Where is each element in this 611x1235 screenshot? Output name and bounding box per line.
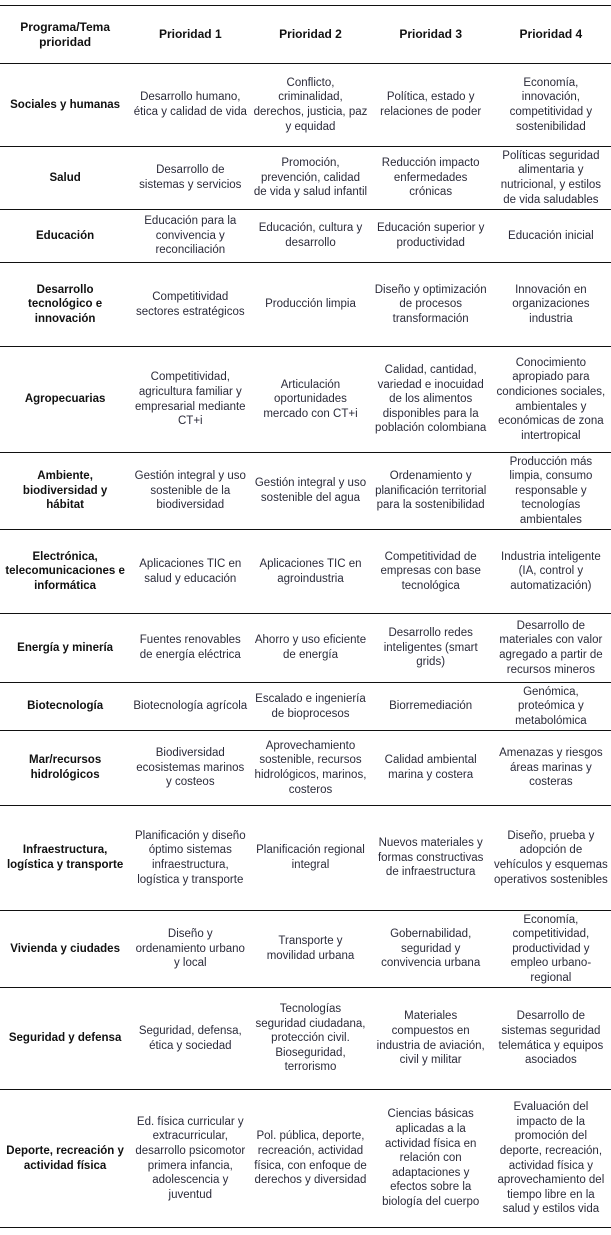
priority-1-cell: Diseño y ordenamiento urbano y local: [130, 911, 250, 988]
priority-1-cell: Desarrollo de sistemas y servicios: [130, 147, 250, 210]
priority-4-cell: Desarrollo de sistemas seguridad telemática y equipos asociados: [491, 988, 611, 1090]
priority-3-cell: Nuevos materiales y formas constructivas de infraestructura: [371, 806, 491, 911]
row-topic: Infraestructura, logística y transporte: [0, 806, 130, 911]
priority-3-cell: Diseño y optimización de procesos transformación: [371, 263, 491, 347]
header-priority-1: Prioridad 1: [130, 6, 250, 64]
priority-1-cell: Educación para la convivencia y reconciliación: [130, 210, 250, 263]
row-topic: Salud: [0, 147, 130, 210]
priority-4-cell: Economía, innovación, competitividad y sostenibilidad: [491, 64, 611, 147]
priority-4-cell: Economía, competitividad, productividad y empleo urbano-regional: [491, 911, 611, 988]
table-row: [0, 988, 611, 1090]
row-topic: Ambiente, biodiversidad y hábitat: [0, 453, 130, 530]
table-row: [0, 731, 611, 806]
priority-1-cell: Competitividad sectores estratégicos: [130, 263, 250, 347]
table-row: [0, 806, 611, 911]
priority-1-cell: Desarrollo humano, ética y calidad de vida: [130, 64, 250, 147]
row-topic: Vivienda y ciudades: [0, 911, 130, 988]
priority-4-cell: Amenazas y riesgos áreas marinas y costeras: [491, 731, 611, 806]
table-row: [0, 453, 611, 530]
row-topic: Energía y minería: [0, 614, 130, 683]
priority-4-cell: Genómica, proteómica y metabolómica: [491, 683, 611, 731]
row-topic: Sociales y humanas: [0, 64, 130, 147]
table-row: [0, 210, 611, 263]
header-priority-3: Prioridad 3: [371, 6, 491, 64]
priority-4-cell: Diseño, prueba y adopción de vehículos y esquemas operativos sostenibles: [491, 806, 611, 911]
table-row: [0, 347, 611, 453]
priority-3-cell: Materiales compuestos en industria de aviación, civil y militar: [371, 988, 491, 1090]
priority-3-cell: Reducción impacto enfermedades crónicas: [371, 147, 491, 210]
table-row: [0, 263, 611, 347]
priority-2-cell: Aplicaciones TIC en agroindustria: [250, 530, 370, 614]
priority-3-cell: Gobernabilidad, seguridad y convivencia urbana: [371, 911, 491, 988]
priority-4-cell: Conocimiento apropiado para condiciones sociales, ambientales y económicas de zona intertropical: [491, 347, 611, 453]
priority-1-cell: Aplicaciones TIC en salud y educación: [130, 530, 250, 614]
row-topic: Desarrollo tecnológico e innovación: [0, 263, 130, 347]
priority-1-cell: Competitividad, agricultura familiar y empresarial mediante CT+i: [130, 347, 250, 453]
priority-4-cell: Producción más limpia, consumo responsable y tecnologías ambientales: [491, 453, 611, 530]
row-topic: Agropecuarias: [0, 347, 130, 453]
row-topic: Electrónica, telecomunicaciones e informática: [0, 530, 130, 614]
priority-2-cell: Tecnologías seguridad ciudadana, protección civil. Bioseguridad, terrorismo: [250, 988, 370, 1090]
priority-1-cell: Biodiversidad ecosistemas marinos y costeos: [130, 731, 250, 806]
priority-2-cell: Transporte y movilidad urbana: [250, 911, 370, 988]
priority-1-cell: Gestión integral y uso sostenible de la biodiversidad: [130, 453, 250, 530]
table-row: [0, 530, 611, 614]
priority-2-cell: Planificación regional integral: [250, 806, 370, 911]
priority-2-cell: Pol. pública, deporte, recreación, actividad física, con enfoque de derechos y diversidad: [250, 1090, 370, 1228]
priorities-table: [0, 5, 611, 1228]
table-row: [0, 911, 611, 988]
priority-2-cell: Aprovechamiento sostenible, recursos hidrológicos, marinos, costeros: [250, 731, 370, 806]
table-row: [0, 683, 611, 731]
priority-4-cell: Industria inteligente (IA, control y automatización): [491, 530, 611, 614]
header-priority-2: Prioridad 2: [250, 6, 370, 64]
priority-1-cell: Planificación y diseño óptimo sistemas infraestructura, logística y transporte: [130, 806, 250, 911]
row-topic: Seguridad y defensa: [0, 988, 130, 1090]
priority-3-cell: Ciencias básicas aplicadas a la actividad física en relación con adaptaciones y efectos sobre la biología del cuerpo: [371, 1090, 491, 1228]
row-topic: Deporte, recreación y actividad física: [0, 1090, 130, 1228]
row-topic: Biotecnología: [0, 683, 130, 731]
header-priority-4: Prioridad 4: [491, 6, 611, 64]
row-topic: Educación: [0, 210, 130, 263]
priority-3-cell: Biorremediación: [371, 683, 491, 731]
priority-4-cell: Políticas seguridad alimentaria y nutricional, y estilos de vida saludables: [491, 147, 611, 210]
priority-3-cell: Ordenamiento y planificación territorial para la sostenibilidad: [371, 453, 491, 530]
priority-1-cell: Biotecnología agrícola: [130, 683, 250, 731]
table-row: [0, 1090, 611, 1228]
row-topic: Mar/recursos hidrológicos: [0, 731, 130, 806]
table-row: [0, 64, 611, 147]
priority-4-cell: Innovación en organizaciones industria: [491, 263, 611, 347]
priority-4-cell: Desarrollo de materiales con valor agregado a partir de recursos mineros: [491, 614, 611, 683]
priority-1-cell: Seguridad, defensa, ética y sociedad: [130, 988, 250, 1090]
priority-3-cell: Competitividad de empresas con base tecnológica: [371, 530, 491, 614]
priority-2-cell: Conflicto, criminalidad, derechos, justicia, paz y equidad: [250, 64, 370, 147]
priority-4-cell: Evaluación del impacto de la promoción del deporte, recreación, actividad física y aprovechamiento del tiempo libre en la salud y estilos vida: [491, 1090, 611, 1228]
priority-2-cell: Ahorro y uso eficiente de energía: [250, 614, 370, 683]
priority-2-cell: Gestión integral y uso sostenible del agua: [250, 453, 370, 530]
priority-3-cell: Política, estado y relaciones de poder: [371, 64, 491, 147]
priority-3-cell: Educación superior y productividad: [371, 210, 491, 263]
table-row: [0, 614, 611, 683]
table-row: [0, 147, 611, 210]
priority-3-cell: Calidad ambiental marina y costera: [371, 731, 491, 806]
priority-3-cell: Calidad, cantidad, variedad e inocuidad de los alimentos disponibles para la población colombiana: [371, 347, 491, 453]
header-row: [0, 6, 611, 64]
priority-1-cell: Fuentes renovables de energía eléctrica: [130, 614, 250, 683]
priority-2-cell: Promoción, prevención, calidad de vida y salud infantil: [250, 147, 370, 210]
priority-2-cell: Educación, cultura y desarrollo: [250, 210, 370, 263]
priority-1-cell: Ed. física curricular y extracurricular, desarrollo psicomotor primera infancia, adolescencia y juventud: [130, 1090, 250, 1228]
priority-2-cell: Producción limpia: [250, 263, 370, 347]
header-topic: Programa/Tema prioridad: [0, 6, 130, 64]
priority-4-cell: Educación inicial: [491, 210, 611, 263]
priority-3-cell: Desarrollo redes inteligentes (smart grids): [371, 614, 491, 683]
priority-2-cell: Escalado e ingeniería de bioprocesos: [250, 683, 370, 731]
priority-2-cell: Articulación oportunidades mercado con CT+i: [250, 347, 370, 453]
